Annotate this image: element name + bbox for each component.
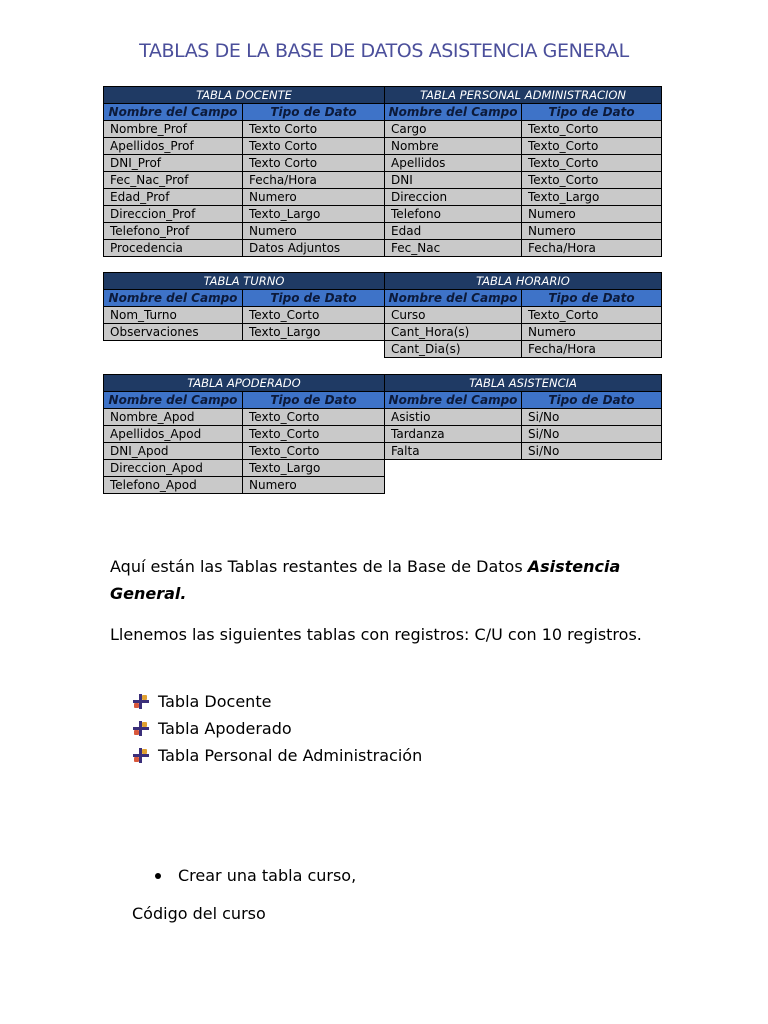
field-name: DNI_Apod <box>104 443 243 460</box>
field-type: Texto_Corto <box>243 426 385 443</box>
field-name: Edad_Prof <box>104 189 243 206</box>
field-type: Texto Corto <box>243 121 385 138</box>
field-type: Texto_Corto <box>522 121 662 138</box>
field-type: Numero <box>522 324 662 341</box>
field-name: Cargo <box>385 121 522 138</box>
intro-text: Aquí están las Tablas restantes de la Base de Datos <box>110 557 528 576</box>
table-row <box>104 324 662 341</box>
field-name: Tardanza <box>385 426 522 443</box>
table-row <box>104 206 662 223</box>
table-personal-title: TABLA PERSONAL ADMINISTRACION <box>385 87 662 104</box>
bullet-item-label: Crear una tabla curso, <box>178 866 357 885</box>
field-name: Direccion_Prof <box>104 206 243 223</box>
column-header: Tipo de Dato <box>522 104 662 121</box>
field-type: Fecha/Hora <box>522 240 662 257</box>
task-list <box>133 688 422 769</box>
table-row <box>104 240 662 257</box>
table-row <box>104 443 662 460</box>
column-header: Tipo de Dato <box>522 290 662 307</box>
field-type: Texto_Corto <box>522 138 662 155</box>
table-row <box>104 307 662 324</box>
list-item-label: Tabla Personal de Administración <box>158 746 423 765</box>
field-name: Telefono <box>385 206 522 223</box>
field-name: Nom_Turno <box>104 307 243 324</box>
field-type: Texto_Corto <box>522 172 662 189</box>
table-row <box>104 460 662 477</box>
cross-bullet-icon <box>133 747 151 765</box>
column-header: Nombre del Campo <box>104 104 243 121</box>
field-name: Curso <box>385 307 522 324</box>
list-item <box>133 688 422 715</box>
field-name: Nombre_Apod <box>104 409 243 426</box>
empty-cell <box>522 477 662 494</box>
table-docente-title: TABLA DOCENTE <box>104 87 385 104</box>
column-header: Nombre del Campo <box>385 290 522 307</box>
table-row <box>104 155 662 172</box>
column-header: Nombre del Campo <box>385 104 522 121</box>
field-type: Numero <box>243 223 385 240</box>
page-title: TABLAS DE LA BASE DE DATOS ASISTENCIA GENERAL <box>139 40 629 62</box>
instruction-paragraph: Llenemos las siguientes tablas con registros: C/U con 10 registros. <box>110 625 642 644</box>
field-name: Edad <box>385 223 522 240</box>
field-name: Apellidos_Prof <box>104 138 243 155</box>
cross-bullet-icon <box>133 720 151 738</box>
field-type: Texto Corto <box>243 155 385 172</box>
field-name: Telefono_Apod <box>104 477 243 494</box>
field-name: Nombre_Prof <box>104 121 243 138</box>
field-name: Apellidos_Apod <box>104 426 243 443</box>
field-name: Telefono_Prof <box>104 223 243 240</box>
bullet-item <box>155 862 356 889</box>
field-type: Texto_Largo <box>243 460 385 477</box>
list-item-label: Tabla Apoderado <box>158 719 292 738</box>
field-name: DNI_Prof <box>104 155 243 172</box>
table-row <box>104 189 662 206</box>
field-name: DNI <box>385 172 522 189</box>
intro-paragraph <box>110 553 670 607</box>
field-name: Falta <box>385 443 522 460</box>
column-header: Nombre del Campo <box>104 290 243 307</box>
field-type: Numero <box>243 189 385 206</box>
empty-cell <box>385 460 522 477</box>
bullet-dot-icon <box>155 873 161 879</box>
field-type: Texto_Corto <box>522 155 662 172</box>
table-row <box>104 477 662 494</box>
table-row <box>104 223 662 240</box>
table-row <box>104 138 662 155</box>
empty-cell <box>385 477 522 494</box>
field-name: Direccion <box>385 189 522 206</box>
field-name: Fec_Nac <box>385 240 522 257</box>
table-horario-title: TABLA HORARIO <box>385 273 662 290</box>
cross-bullet-icon <box>133 693 151 711</box>
field-name: Fec_Nac_Prof <box>104 172 243 189</box>
field-name: Asistio <box>385 409 522 426</box>
field-name: Cant_Dia(s) <box>385 341 522 358</box>
field-type: Fecha/Hora <box>522 341 662 358</box>
field-name: Cant_Hora(s) <box>385 324 522 341</box>
intro-emphasis: Asistencia General. <box>110 557 621 603</box>
column-header: Nombre del Campo <box>385 392 522 409</box>
field-type: Texto_Corto <box>243 409 385 426</box>
table-block-turno-horario <box>103 272 662 358</box>
field-type: Texto_Largo <box>243 206 385 223</box>
code-line: Código del curso <box>132 904 266 923</box>
table-row <box>104 121 662 138</box>
table-row <box>104 172 662 189</box>
field-type: Si/No <box>522 409 662 426</box>
column-header: Tipo de Dato <box>243 290 385 307</box>
field-type: Si/No <box>522 443 662 460</box>
table-row <box>104 341 662 358</box>
column-header: Tipo de Dato <box>522 392 662 409</box>
field-type: Texto Corto <box>243 138 385 155</box>
empty-cell <box>522 460 662 477</box>
list-item <box>133 715 422 742</box>
table-row <box>104 426 662 443</box>
field-name: Apellidos <box>385 155 522 172</box>
table-turno-title: TABLA TURNO <box>104 273 385 290</box>
column-header: Nombre del Campo <box>104 392 243 409</box>
empty-cell <box>104 341 243 358</box>
table-block-apoderado-asistencia <box>103 374 662 494</box>
field-type: Texto_Corto <box>522 307 662 324</box>
field-type: Numero <box>243 477 385 494</box>
field-type: Numero <box>522 223 662 240</box>
list-item <box>133 742 422 769</box>
field-type: Fecha/Hora <box>243 172 385 189</box>
field-name: Direccion_Apod <box>104 460 243 477</box>
field-type: Texto_Corto <box>243 307 385 324</box>
table-apoderado-title: TABLA APODERADO <box>104 375 385 392</box>
field-type: Numero <box>522 206 662 223</box>
table-row <box>104 409 662 426</box>
table-asistencia-title: TABLA ASISTENCIA <box>385 375 662 392</box>
empty-cell <box>243 341 385 358</box>
field-type: Texto_Largo <box>243 324 385 341</box>
column-header: Tipo de Dato <box>243 392 385 409</box>
field-name: Procedencia <box>104 240 243 257</box>
field-name: Observaciones <box>104 324 243 341</box>
field-type: Texto_Corto <box>243 443 385 460</box>
column-header: Tipo de Dato <box>243 104 385 121</box>
field-type: Datos Adjuntos <box>243 240 385 257</box>
table-block-docente-personal <box>103 86 662 257</box>
field-name: Nombre <box>385 138 522 155</box>
field-type: Texto_Largo <box>522 189 662 206</box>
field-type: Si/No <box>522 426 662 443</box>
list-item-label: Tabla Docente <box>158 692 272 711</box>
